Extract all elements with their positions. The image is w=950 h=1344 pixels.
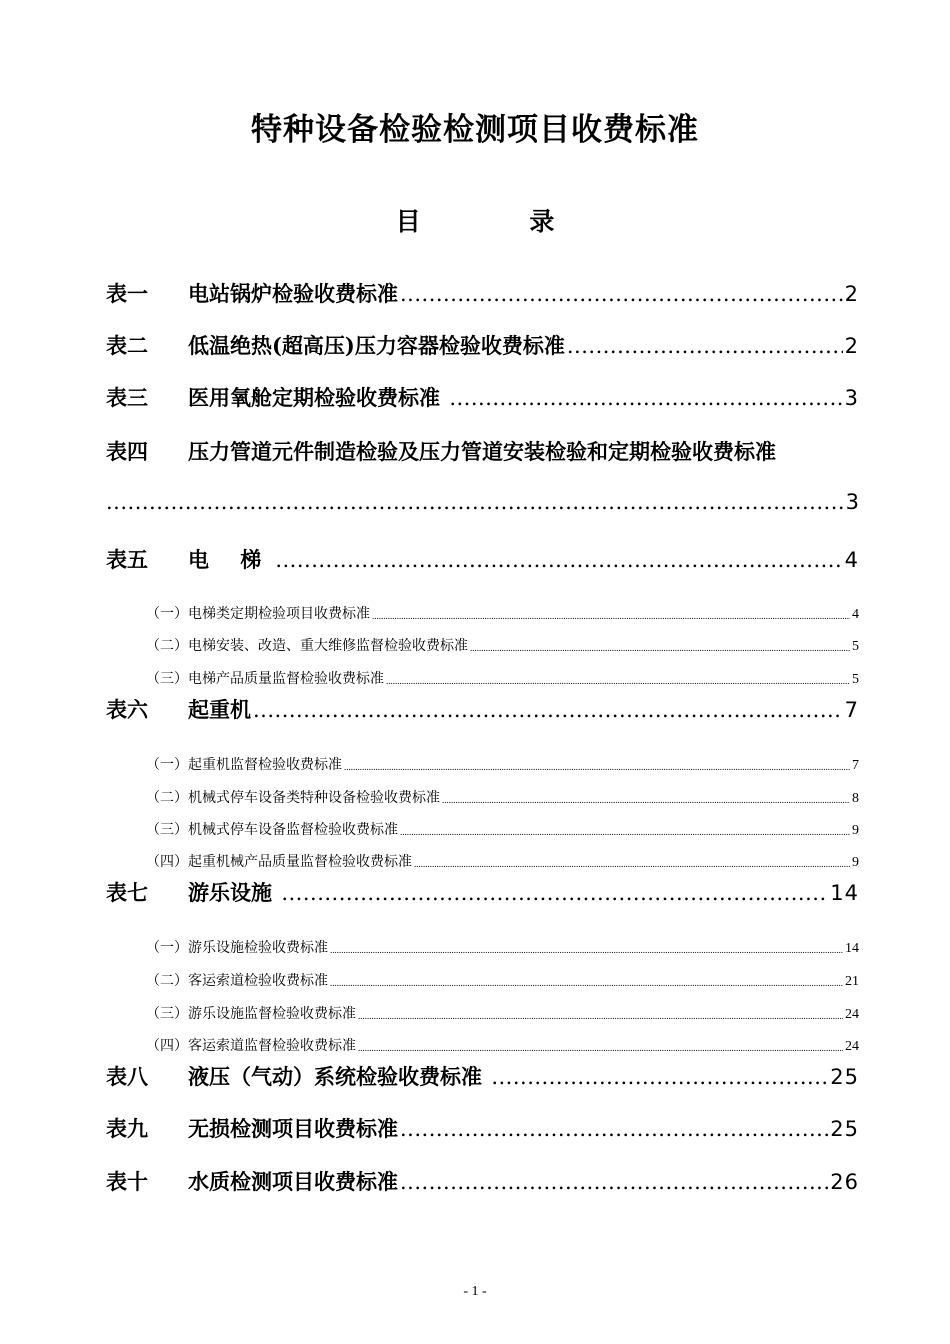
toc-subentry-page: 4 [852,607,859,622]
toc-leader-dots [442,795,850,805]
toc-leader-dots [400,1117,828,1141]
toc-subentry-page: 9 [852,823,859,838]
toc-entry-number: 表二 [106,333,148,358]
toc-leader-dots [253,698,843,722]
toc-leader-dots [372,611,850,621]
toc-subentry[interactable] [146,787,859,809]
toc-entry-t5[interactable] [106,544,859,576]
toc-entry-label: 电站锅炉检验收费标准 [188,281,398,306]
toc-subentry-page: 5 [852,672,859,687]
toc-entry-label: 游乐设施 [188,880,280,905]
toc-subentry-page: 24 [845,1039,859,1054]
toc-subentry-page: 7 [852,758,859,773]
toc-entry-page: 7 [844,698,859,722]
toc-leader-dots [567,334,843,358]
toc-entry-t3[interactable] [106,382,859,414]
toc-entry-number: 表十 [106,1169,148,1194]
toc-leader-dots [344,762,850,772]
toc-entry-number: 表八 [106,1064,148,1089]
toc-leader-dots [400,827,850,837]
toc-subentry[interactable] [146,668,859,690]
toc-subentry-label: （四）起重机械产品质量监督检验收费标准 [146,855,412,870]
toc-subentry-label: （三）游乐设施监督检验收费标准 [146,1007,356,1022]
toc-subentry[interactable] [146,1035,859,1057]
toc-entry-number: 表七 [106,880,148,905]
toc-subentry[interactable] [146,851,859,873]
toc-entry-label: 压力管道元件制造检验及压力管道安装检验和定期检验收费标准 [188,439,776,464]
toc-subentry-page: 24 [845,1007,859,1022]
toc-leader-dots [400,282,843,306]
toc-entry-page: 2 [844,282,859,306]
toc-entry-t4[interactable] [106,436,859,468]
toc-subentry-label: （四）客运索道监督检验收费标准 [146,1039,356,1054]
toc-entry-t10[interactable] [106,1166,859,1198]
toc-entry-t6[interactable] [106,694,859,726]
toc-entry-page: 25 [830,1065,859,1089]
toc-subentry-label: （二）客运索道检验收费标准 [146,974,328,989]
toc-entry-number: 表五 [106,547,148,572]
toc-entry-number: 表一 [106,281,148,306]
toc-subentry[interactable] [146,754,859,776]
toc-heading: 目 录 [395,207,605,236]
toc-entry-number: 表九 [106,1116,148,1141]
toc-subentry[interactable] [146,603,859,625]
toc-leader-dots [281,881,828,905]
toc-entry-page: 14 [830,881,859,905]
toc-subentry-label: （一）起重机监督检验收费标准 [146,758,342,773]
toc-subentry-page: 5 [852,639,859,654]
toc-entry-page: 3 [845,490,859,514]
toc-leader-dots [386,676,850,686]
toc-entry-t4-continuation[interactable] [106,490,859,522]
toc-entry-t1[interactable] [106,278,859,310]
toc-leader-dots [106,490,844,514]
toc-subentry[interactable] [146,1003,859,1025]
toc-leader-dots [470,643,850,653]
toc-entry-t9[interactable] [106,1113,859,1145]
toc-subentry-label: （三）电梯产品质量监督检验收费标准 [146,672,384,687]
toc-entry-page: 26 [830,1170,859,1194]
toc-entry-page: 25 [830,1117,859,1141]
toc-subentry[interactable] [146,819,859,841]
toc-entry-number: 表四 [106,439,148,464]
toc-leader-dots [358,1043,843,1053]
toc-entry-t7[interactable] [106,877,859,909]
toc-leader-dots [400,1170,828,1194]
toc-subentry-page: 14 [845,941,859,956]
toc-leader-dots [449,386,842,410]
toc-entry-label: 低温绝热(超高压)压力容器检验收费标准 [188,333,565,358]
toc-entry-label: 医用氧舱定期检验收费标准 [188,385,448,410]
page-number-footer: - 1 - [463,1284,487,1299]
toc-subentry[interactable] [146,937,859,959]
toc-entry-page: 3 [844,386,859,410]
toc-entry-label: 电 梯 [188,547,274,572]
toc-subentry-page: 9 [852,855,859,870]
toc-entry-number: 表三 [106,385,148,410]
toc-entry-label: 无损检测项目收费标准 [188,1116,398,1141]
toc-leader-dots [414,859,850,869]
toc-subentry-label: （三）机械式停车设备监督检验收费标准 [146,823,398,838]
toc-subentry-page: 8 [852,791,859,806]
toc-entry-t8[interactable] [106,1061,859,1093]
toc-entry-t2[interactable] [106,330,859,362]
toc-subentry-label: （二）电梯安装、改造、重大维修监督检验收费标准 [146,639,468,654]
toc-subentry-label: （一）游乐设施检验收费标准 [146,941,328,956]
toc-leader-dots [358,1011,843,1021]
toc-leader-dots [275,548,842,572]
toc-leader-dots [330,945,843,955]
toc-leader-dots [491,1065,828,1089]
toc-entry-page: 2 [844,334,859,358]
toc-subentry[interactable] [146,635,859,657]
toc-entry-page: 4 [844,548,859,572]
toc-entry-label: 液压（气动）系统检验收费标准 [188,1064,490,1089]
toc-entry-number: 表六 [106,697,148,722]
toc-entry-label: 水质检测项目收费标准 [188,1169,398,1194]
toc-subentry-label: （二）机械式停车设备类特种设备检验收费标准 [146,791,440,806]
toc-subentry[interactable] [146,970,859,992]
toc-subentry-page: 21 [845,974,859,989]
toc-leader-dots [330,978,843,988]
toc-entry-label: 起重机 [188,697,251,722]
document-title: 特种设备检验检测项目收费标准 [251,112,699,148]
toc-subentry-label: （一）电梯类定期检验项目收费标准 [146,607,370,622]
